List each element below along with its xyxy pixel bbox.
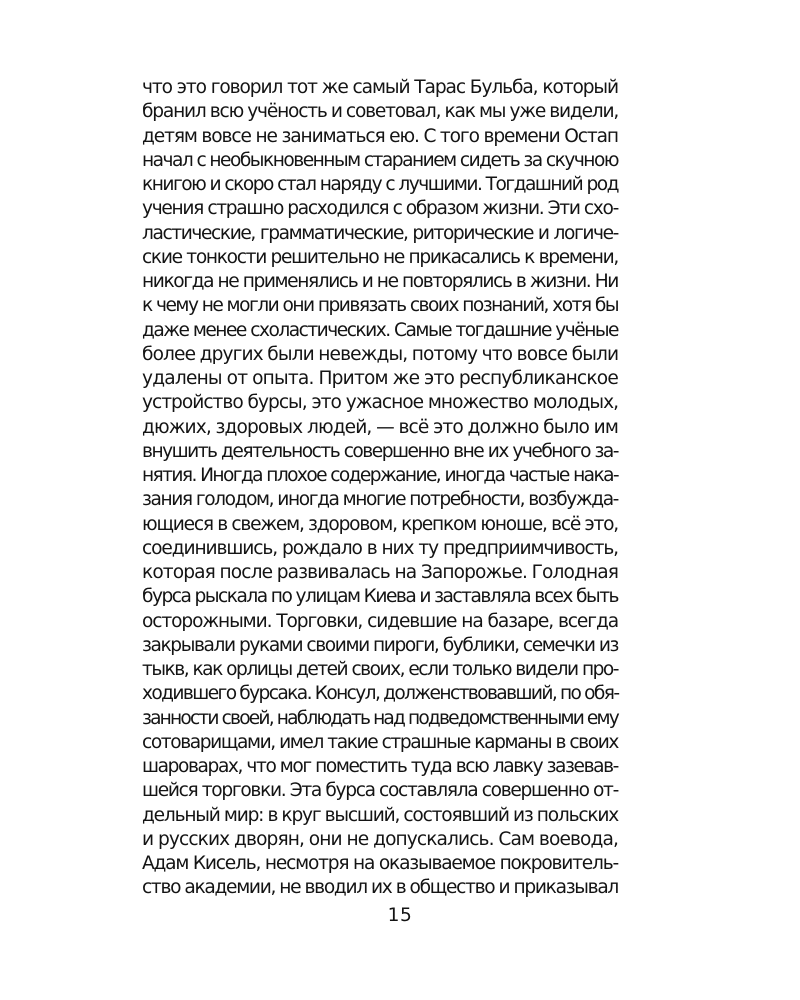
text-line: занности своей, наблюдать над подведомственными ему: [142, 707, 618, 729]
text-line: к чему не могли они привязать своих познаний, хотя бы: [142, 295, 618, 317]
page-number: 15: [387, 905, 413, 926]
text-line: дюжих, здоровых людей, — всё это должно было им: [142, 416, 618, 438]
text-line: бурса рыскала по улицам Киева и заставляла всех быть: [142, 586, 618, 608]
text-line: соединившись, рождало в них ту предприимчивость,: [142, 537, 618, 559]
text-line: бранил всю учёность и советовал, как мы уже видели,: [142, 101, 619, 123]
text-line: ходившего бурсака. Консул, долженствовавший, по обя-: [142, 683, 619, 705]
text-line: зания голодом, иногда многие потребности, возбужда-: [142, 489, 618, 511]
text-line: ластические, грамматические, риторические и логиче-: [142, 222, 618, 244]
text-line: ющиеся в свежем, здоровом, крепком юноше, всё это,: [142, 513, 618, 535]
text-line: тыкв, как орлицы детей своих, если только видели про-: [142, 659, 618, 680]
text-line: которая после развивалась на Запорожье. Голодная: [142, 562, 618, 583]
text-line: более других были невежды, потому что вовсе были: [142, 343, 619, 365]
text-line: и русских дворян, они не допускались. Сам воевода,: [142, 828, 618, 850]
text-line: осторожными. Торговки, сидевшие на базаре, всегда: [142, 610, 618, 632]
text-line: шейся торговки. Эта бурса составляла совершенно от-: [142, 780, 618, 802]
text-line: шароварах, что мог поместить туда всю лавку зазевав-: [142, 756, 618, 777]
text-line: сотоварищами, имел такие страшные карманы в своих: [142, 731, 618, 753]
text-line: даже менее схоластических. Самые тогдашние учёные: [142, 319, 618, 341]
text-line: закрывали руками своими пироги, бублики, семечки из: [142, 634, 618, 656]
text-line: ство академии, не вводил их в общество и приказывал: [142, 877, 618, 899]
text-line: внушить деятельность совершенно вне их учебного за-: [142, 440, 618, 462]
text-line: детям вовсе не заниматься ею. С того времени Остап: [142, 125, 618, 147]
text-line: учения страшно расходился с образом жизни. Эти схо-: [142, 198, 618, 220]
text-line: что это говорил тот же самый Тарас Бульба, который: [142, 77, 618, 98]
text-line: нятия. Иногда плохое содержание, иногда частые нака-: [142, 465, 618, 486]
page-body: [142, 76, 618, 901]
text-line: Адам Кисель, несмотря на оказываемое покровитель-: [142, 853, 618, 874]
text-line: устройство бурсы, это ужасное множество молодых,: [142, 392, 618, 414]
text-line: начал с необыкновенным старанием сидеть за скучною: [142, 149, 618, 171]
text-line: никогда не применялись и не повторялись в жизни. Ни: [142, 271, 618, 292]
text-line: ские тонкости решительно не прикасались к времени,: [142, 246, 618, 268]
text-line: книгою и скоро стал наряду с лучшими. Тогдашний род: [142, 174, 618, 195]
text-line: удалены от опыта. Притом же это республиканское: [142, 368, 618, 389]
text-line: дельный мир: в круг высший, состоявший из польских: [142, 804, 619, 826]
